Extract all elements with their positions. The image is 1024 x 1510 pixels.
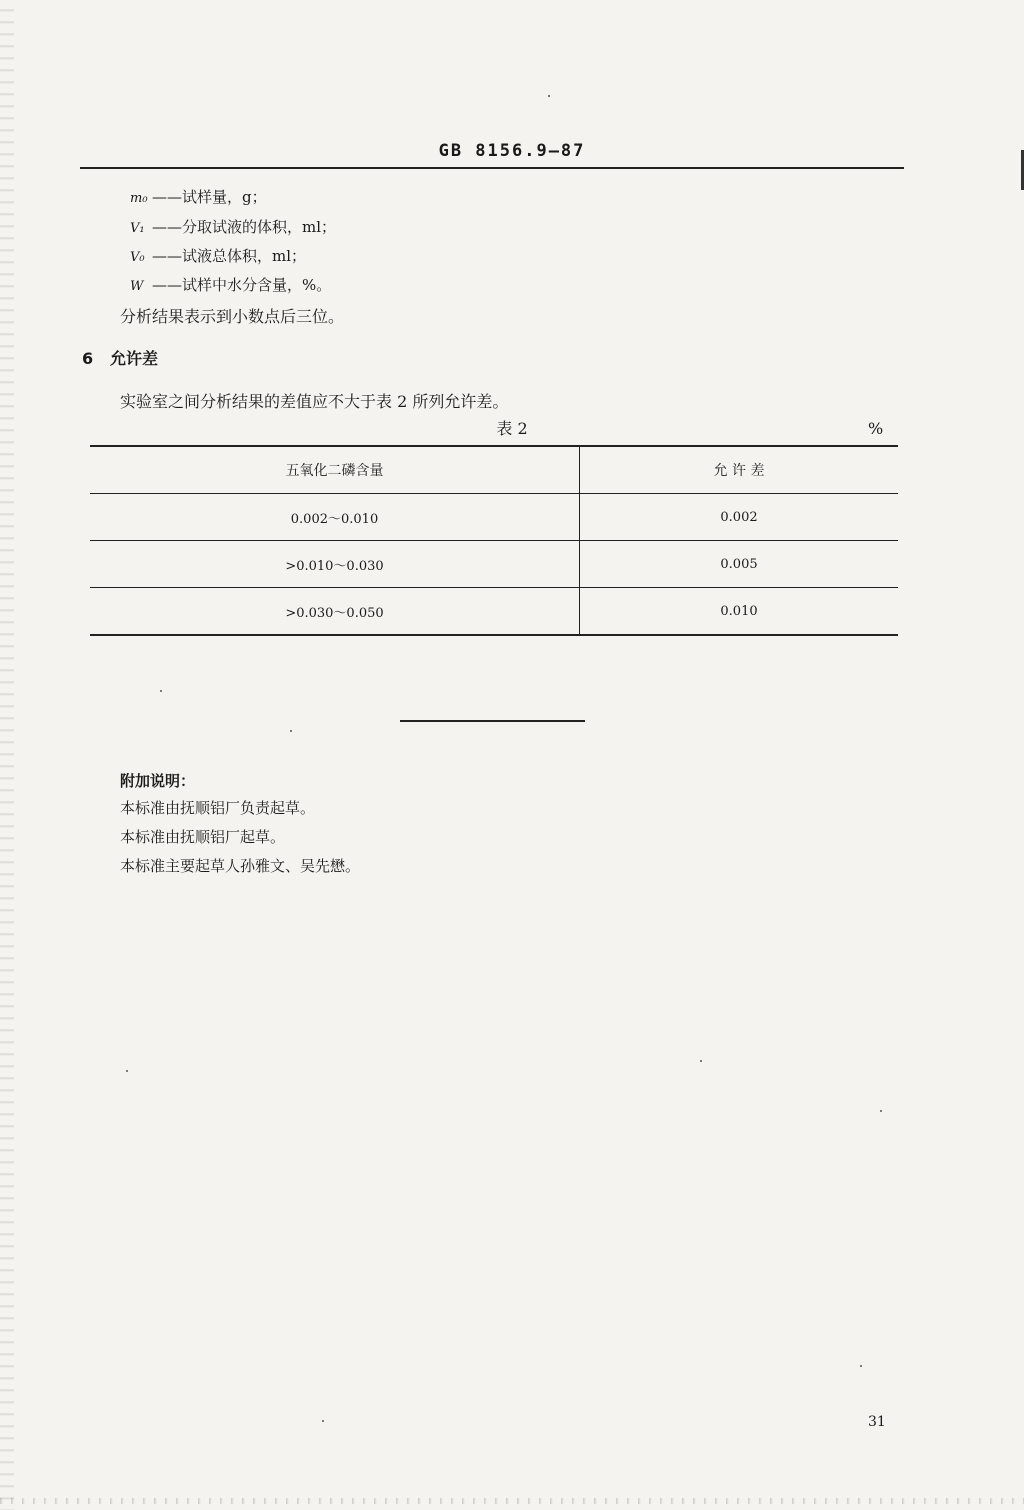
definition-v0: [130, 245, 306, 266]
definition-symbol: m₀: [130, 191, 148, 206]
definition-symbol: V₁: [130, 221, 145, 236]
table-cell-range: 0.002～0.010: [90, 494, 580, 541]
end-rule: [400, 720, 585, 722]
definition-text: ——试样量，g；: [152, 188, 267, 206]
header-rule: [80, 167, 904, 169]
definition-symbol: W: [130, 279, 144, 294]
definition-text: ——试液总体积，ml；: [152, 247, 307, 265]
table-row: [90, 541, 898, 588]
page-number: 31: [868, 1414, 886, 1430]
section-paragraph: 实验室之间分析结果的差值应不大于表 2 所列允许差。: [120, 392, 509, 411]
scan-speckle: [290, 730, 292, 732]
definition-text: ——分取试液的体积，ml；: [152, 218, 337, 236]
note-item: 本标准由抚顺铝厂负责起草。: [120, 799, 316, 817]
table-row: [90, 588, 898, 636]
scan-speckle: [700, 1060, 702, 1062]
table-cell-tolerance: 0.005: [580, 541, 899, 588]
section-title: 允许差: [110, 349, 159, 368]
section-heading: [82, 346, 158, 369]
definition-v1: [130, 216, 336, 237]
scan-speckle: [160, 690, 162, 692]
column-header-tolerance: 允 许 差: [580, 446, 899, 494]
table-row: [90, 494, 898, 541]
table-cell-tolerance: 0.010: [580, 588, 899, 636]
scan-speckle: [126, 1070, 128, 1072]
table-unit: %: [868, 419, 884, 438]
table-cell-tolerance: 0.002: [580, 494, 899, 541]
definition-m0: [130, 186, 267, 207]
result-precision-note: 分析结果表示到小数点后三位。: [120, 307, 345, 326]
scan-edge-bottom: [0, 1498, 1024, 1504]
column-header-content: 五氧化二磷含量: [90, 446, 580, 494]
scan-speckle: [548, 95, 550, 97]
definition-text: ——试样中水分含量，%。: [152, 276, 332, 294]
definition-symbol: V₀: [130, 250, 145, 265]
table-caption: 表 2: [496, 419, 528, 438]
note-item: 本标准由抚顺铝厂起草。: [120, 828, 286, 846]
scan-speckle: [860, 1365, 862, 1367]
section-number: 6: [82, 349, 94, 368]
definition-w: [130, 274, 331, 295]
additional-notes-title: 附加说明：: [120, 772, 196, 790]
table-cell-range: >0.030～0.050: [90, 588, 580, 636]
scan-speckle: [880, 1110, 882, 1112]
tolerance-table: [90, 445, 898, 636]
scan-speckle: [322, 1420, 324, 1422]
note-item: 本标准主要起草人孙雅文、吴先懋。: [120, 857, 361, 875]
standard-code-header: GB 8156.9—87: [438, 141, 586, 161]
scan-edge-left: [0, 0, 14, 1510]
table-header-row: [90, 446, 898, 494]
table-cell-range: >0.010～0.030: [90, 541, 580, 588]
